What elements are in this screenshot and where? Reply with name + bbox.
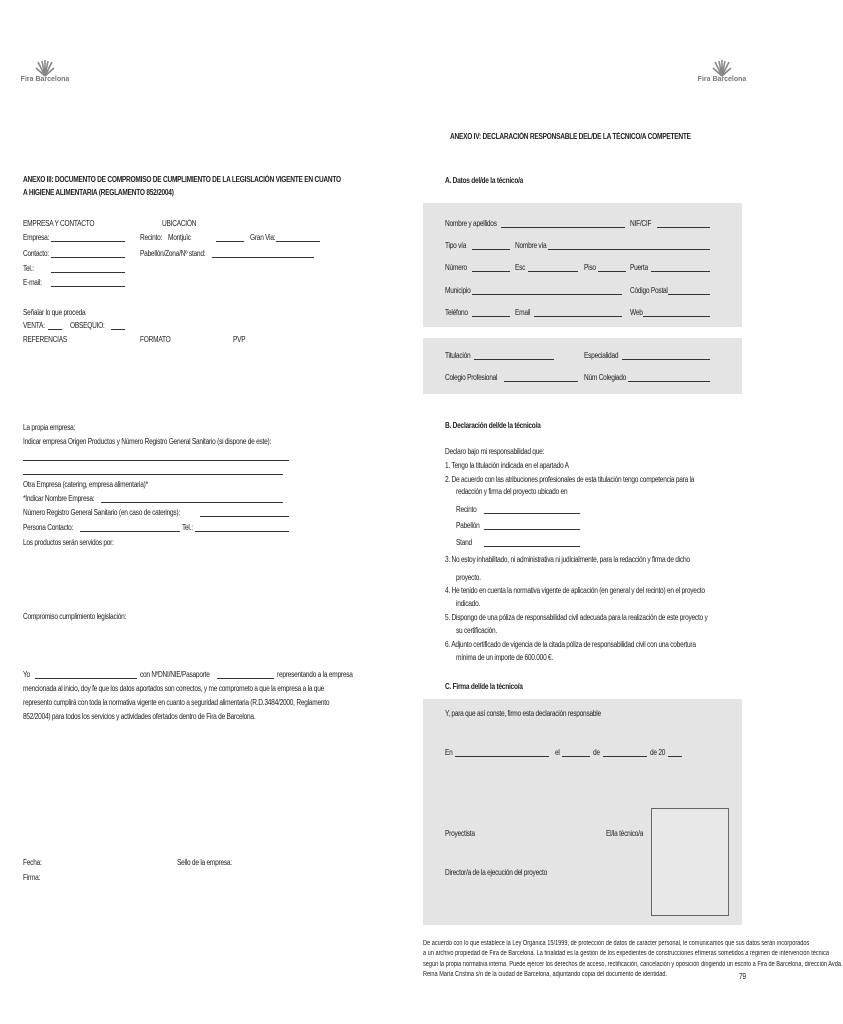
numero-label: Número bbox=[445, 263, 467, 272]
year-field[interactable] bbox=[668, 756, 682, 757]
tipovia-label: Tipo vía bbox=[445, 241, 467, 250]
fira-logo-right bbox=[692, 60, 752, 83]
titulacion-label: Titulación bbox=[445, 351, 471, 360]
b-recinto-label: Recinto bbox=[456, 505, 477, 514]
footer-line1: De acuerdo con lo que establece la Ley Orgánica 15/1999, de protección de datos de carácter personal, le comunicamos que sus datos serán incorporados bbox=[423, 940, 810, 947]
anexo4-title: ANEXO IV: DECLARACIÓN RESPONSABLE DEL/DE LA TÉCNICO/A COMPETENTE bbox=[450, 132, 691, 141]
montjuic-label: Montjuïc bbox=[168, 233, 191, 242]
municipio-field[interactable] bbox=[472, 294, 622, 295]
b-pabellon-label: Pabellón bbox=[456, 521, 480, 530]
esc-label: Esc bbox=[515, 263, 526, 272]
section-b-heading: B. Declaración del/de la técnico/a bbox=[445, 421, 541, 430]
empresa-field[interactable] bbox=[51, 241, 125, 242]
yo-label: Yo bbox=[23, 670, 30, 679]
fira-logo-icon bbox=[34, 60, 56, 76]
item-2-line1: 2. De acuerdo con las atribuciones profesionales de esta titulación tengo competencia para la bbox=[445, 475, 695, 484]
page-number: 79 bbox=[739, 972, 746, 981]
especialidad-field[interactable] bbox=[622, 359, 710, 360]
persona-contacto-label: Persona Contacto: bbox=[23, 523, 74, 532]
en-field[interactable] bbox=[455, 756, 549, 757]
yo-text-line2: mencionada al inicio, doy fe que los datos aportados son correctos, y me comprometo a que la empresa a la que bbox=[23, 684, 325, 693]
tel2-label: Tel.: bbox=[182, 523, 193, 532]
item-6-line2: mínima de un importe de 600.000 €. bbox=[456, 653, 554, 662]
titulacion-field[interactable] bbox=[474, 359, 554, 360]
b-stand-field[interactable] bbox=[484, 546, 580, 547]
eltecnico-label: El/la técnico/a bbox=[606, 829, 644, 838]
proyectista-label: Proyectista bbox=[445, 829, 475, 838]
cp-field[interactable] bbox=[668, 294, 710, 295]
dni-field[interactable] bbox=[217, 678, 274, 679]
de-label: de bbox=[593, 748, 600, 757]
numero-registro-label: Número Registro General Sanitario (en caso de caterings): bbox=[23, 508, 180, 517]
nombrevia-field[interactable] bbox=[548, 249, 710, 250]
email-label: E-mail: bbox=[23, 278, 42, 287]
email-right-label: Email bbox=[515, 308, 531, 317]
el-field[interactable] bbox=[562, 756, 590, 757]
fira-logo-left bbox=[15, 60, 75, 83]
fira-logo-icon bbox=[711, 60, 733, 76]
dni-label: con NºDNI/NIE/Pasaporte bbox=[140, 670, 210, 679]
pvp-heading: PVP bbox=[233, 335, 246, 344]
web-label: Web bbox=[630, 308, 643, 317]
declaro-label: Declaro bajo mi responsabilidad que: bbox=[445, 447, 545, 456]
obsequio-label: OBSEQUIO: bbox=[70, 321, 105, 330]
tel2-field[interactable] bbox=[195, 531, 289, 532]
director-label: Director/a de la ejecución del proyecto bbox=[445, 868, 547, 877]
item-4-line1: 4. He tenido en cuenta la normativa vigente de aplicación (en general y del recinto) en el proyecto bbox=[445, 586, 705, 595]
cp-label: Código Postal bbox=[630, 286, 668, 295]
ubicacion-heading: UBICACIÓN bbox=[162, 219, 197, 228]
numero-field[interactable] bbox=[472, 271, 510, 272]
numero-registro-field[interactable] bbox=[200, 516, 289, 517]
piso-label: Piso bbox=[584, 263, 596, 272]
section-c-heading: C. Firma del/de la técnico/a bbox=[445, 682, 523, 691]
recinto-label: Recinto: bbox=[140, 233, 163, 242]
fecha-label: Fecha: bbox=[23, 858, 42, 867]
representando-label: representando a la empresa bbox=[277, 670, 353, 679]
item-4-line2: indicado. bbox=[456, 599, 481, 608]
titulacion-panel bbox=[423, 338, 742, 394]
nombre-label: Nombre y apellidos bbox=[445, 219, 497, 228]
contacto-field[interactable] bbox=[51, 257, 125, 258]
empresa-contacto-heading: EMPRESA Y CONTACTO bbox=[23, 219, 95, 228]
email-field[interactable] bbox=[51, 286, 125, 287]
nif-field[interactable] bbox=[657, 227, 710, 228]
yo-name-field[interactable] bbox=[35, 678, 137, 679]
yo-text-line4: 852/2004) para todos los servicios y actividades ofertados dentro de Fira de Barcelona. bbox=[23, 712, 256, 721]
signature-box[interactable] bbox=[651, 808, 729, 916]
sello-label: Sello de la empresa: bbox=[177, 858, 232, 867]
referencias-heading: REFERENCIAS bbox=[23, 335, 67, 344]
indicar-origen-label: Indicar empresa Origen Productos y Número Registro General Sanitario (si dispone de este): bbox=[23, 437, 272, 446]
b-recinto-field[interactable] bbox=[484, 513, 580, 514]
tel-field[interactable] bbox=[51, 272, 125, 273]
tel-label: Tel.: bbox=[23, 264, 34, 273]
colegio-label: Colegio Profesional bbox=[445, 373, 498, 382]
municipio-label: Municipio bbox=[445, 286, 471, 295]
telefono-field[interactable] bbox=[472, 316, 510, 317]
montjuic-field[interactable] bbox=[216, 241, 244, 242]
de-field[interactable] bbox=[603, 756, 647, 757]
especialidad-label: Especialidad bbox=[584, 351, 619, 360]
item-5-line1: 5. Dispongo de una póliza de responsabilidad civil adecuada para la realización de este proyecto y bbox=[445, 613, 708, 622]
pabellon-label: Pabellón/Zona/Nº stand: bbox=[140, 249, 206, 258]
colegio-field[interactable] bbox=[504, 381, 578, 382]
persona-contacto-field[interactable] bbox=[80, 531, 180, 532]
puerta-label: Puerta bbox=[630, 263, 648, 272]
item-3-line1: 3. No estoy inhabilitado, ni administrativa ni judicialmente, para la redacción y firma de dicho bbox=[445, 555, 690, 564]
web-field[interactable] bbox=[643, 316, 710, 317]
otra-empresa-label: Otra Empresa (catering, empresa alimentaria)* bbox=[23, 480, 148, 489]
footer-line2: a un archivo propiedad de Fira de Barcelona. La finalidad es la gestión de los expedientes de construcciones efímeras sometidos a régimen de intervención técnica bbox=[423, 950, 829, 957]
de20-label: de 20 bbox=[650, 748, 666, 757]
compromiso-label: Compromiso cumplimiento legislación: bbox=[23, 612, 127, 621]
el-label: el bbox=[555, 748, 560, 757]
puerta-field[interactable] bbox=[651, 271, 710, 272]
origen-field-2[interactable] bbox=[23, 474, 283, 475]
item-1: 1. Tengo la titulación indicada en el apartado A bbox=[445, 461, 569, 470]
nombre-field[interactable] bbox=[501, 227, 625, 228]
obsequio-field[interactable] bbox=[111, 329, 125, 330]
esc-field[interactable] bbox=[528, 271, 578, 272]
item-6-line1: 6. Adjunto certificado de vigencia de la citada póliza de responsabilidad civil con una cobertura bbox=[445, 640, 696, 649]
venta-label: VENTA: bbox=[23, 321, 45, 330]
b-stand-label: Stand bbox=[456, 538, 472, 547]
formato-heading: FORMATO bbox=[140, 335, 171, 344]
footer-line4: Reina María Cristina s/n de la ciudad de Barcelona, adjuntando copia del documento de identidad. bbox=[423, 971, 668, 978]
nombre-empresa-field[interactable] bbox=[101, 502, 283, 503]
servidos-label: Los productos serán servidos por: bbox=[23, 538, 114, 547]
b-pabellon-field[interactable] bbox=[484, 529, 580, 530]
contacto-label: Contacto: bbox=[23, 249, 49, 258]
tipovia-field[interactable] bbox=[472, 249, 510, 250]
indicar-nombre-label: *Indicar Nombre Empresa: bbox=[23, 494, 95, 503]
firma-label: Firma: bbox=[23, 873, 41, 882]
nif-label: NIF/CIF bbox=[630, 219, 652, 228]
logo-text: Fira Barcelona bbox=[20, 76, 70, 83]
anexo3-title-line2: A HIGIENE ALIMENTARIA (REGLAMENTO 852/2004) bbox=[23, 188, 174, 197]
numcolegiado-label: Núm Colegiado bbox=[584, 373, 627, 382]
origen-field-1[interactable] bbox=[23, 460, 289, 461]
conste-label: Y, para que así conste, firmo esta declaración responsable bbox=[445, 709, 601, 718]
footer-line3: según la propia normativa interna. Puede ejercer los derechos de acceso, rectificación, cancelación y oposición dirigiendo un escrito a Fira de Barcelona, dirección Avda. bbox=[423, 961, 843, 968]
yo-text-line3: represento cumplirá con toda la normativa vigente en cuanto a seguridad alimentaria (R.D.3484/2000, Reglamento bbox=[23, 698, 330, 707]
numcolegiado-field[interactable] bbox=[628, 381, 710, 382]
pabellon-field[interactable] bbox=[212, 257, 314, 258]
telefono-label: Teléfono bbox=[445, 308, 468, 317]
granvia-field[interactable] bbox=[276, 241, 320, 242]
item-2-line2: redacción y firma del proyecto ubicado en bbox=[456, 487, 568, 496]
piso-field[interactable] bbox=[598, 271, 626, 272]
venta-field[interactable] bbox=[48, 329, 62, 330]
section-a-heading: A. Datos del/de la técnico/a bbox=[445, 176, 524, 185]
granvia-label: Gran Via: bbox=[250, 233, 276, 242]
senalar-label: Señalar lo que proceda bbox=[23, 308, 86, 317]
nombrevia-label: Nombre vía bbox=[515, 241, 547, 250]
email-right-field[interactable] bbox=[534, 316, 622, 317]
anexo3-title-line1: ANEXO III: DOCUMENTO DE COMPROMISO DE CUMPLIMIENTO DE LA LEGISLACIÓN VIGENTE EN CUANTO bbox=[23, 175, 341, 184]
empresa-label: Empresa: bbox=[23, 233, 50, 242]
logo-text: Fira Barcelona bbox=[697, 76, 747, 83]
item-3-line2: proyecto. bbox=[456, 573, 481, 582]
item-5-line2: su certificación. bbox=[456, 626, 498, 635]
en-label: En bbox=[445, 748, 453, 757]
propia-empresa-label: La propia empresa: bbox=[23, 423, 76, 432]
